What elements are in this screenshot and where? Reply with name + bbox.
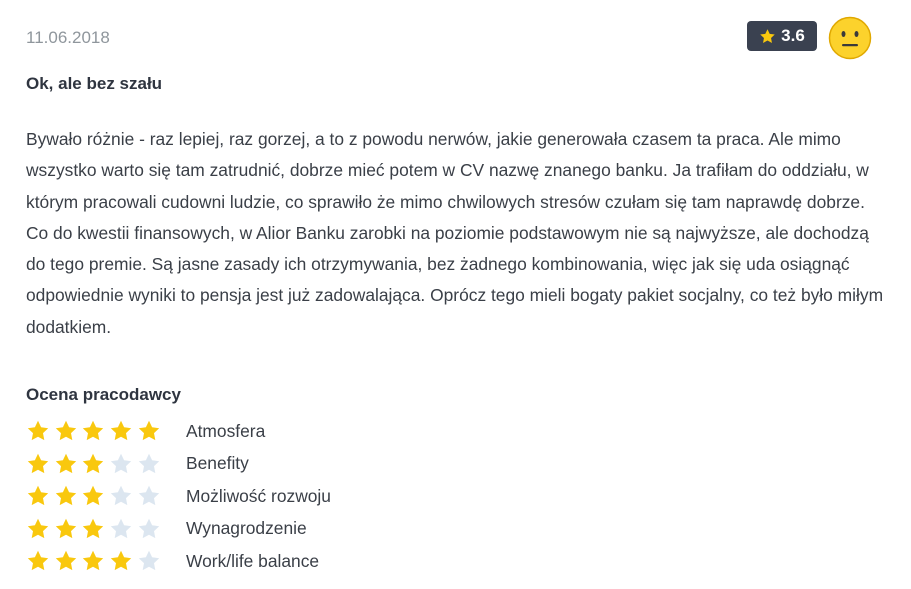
star-empty-icon — [109, 484, 133, 508]
star-empty-icon — [137, 549, 161, 573]
star-filled-icon — [81, 517, 105, 541]
star-rating — [26, 517, 186, 541]
star-filled-icon — [26, 452, 50, 476]
overall-rating-value: 3.6 — [781, 26, 805, 45]
star-filled-icon — [109, 419, 133, 443]
star-rating — [26, 419, 186, 443]
star-filled-icon — [81, 549, 105, 573]
rating-label: Wynagrodzenie — [186, 518, 307, 539]
star-filled-icon — [137, 419, 161, 443]
rating-label: Work/life balance — [186, 550, 320, 571]
star-rating — [26, 452, 186, 476]
star-filled-icon — [54, 452, 78, 476]
star-filled-icon — [26, 517, 50, 541]
star-empty-icon — [137, 484, 161, 508]
star-rating — [26, 549, 186, 573]
overall-rating-badge — [747, 21, 817, 51]
star-filled-icon — [81, 419, 105, 443]
star-empty-icon — [109, 517, 133, 541]
rating-row — [26, 480, 331, 513]
neutral-face-icon — [828, 16, 872, 60]
star-filled-icon — [26, 419, 50, 443]
star-rating — [26, 484, 186, 508]
ratings-list — [26, 415, 331, 578]
star-filled-icon — [54, 419, 78, 443]
star-icon — [759, 28, 776, 45]
rating-row — [26, 415, 331, 448]
star-filled-icon — [109, 549, 133, 573]
star-filled-icon — [54, 549, 78, 573]
rating-label: Atmosfera — [186, 420, 266, 441]
star-empty-icon — [109, 452, 133, 476]
review-title: Ok, ale bez szału — [26, 74, 163, 93]
star-filled-icon — [54, 517, 78, 541]
star-filled-icon — [26, 484, 50, 508]
star-filled-icon — [81, 484, 105, 508]
star-filled-icon — [54, 484, 78, 508]
rating-label: Możliwość rozwoju — [186, 485, 331, 506]
rating-row — [26, 448, 331, 481]
review-body: Bywało różnie - raz lepiej, raz gorzej, a to z powodu nerwów, jakie generowała czasem ta praca. Ale mimo wszystko warto się tam zatrudnić, dobrze mieć potem w CV nazwę znanego banku. Ja trafiłam do oddziału, w którym pracowali cudowni ludzie, co sprawiło że mimo chwilowych stresów czułam się tam naprawdę dobrze. Co do kwestii finansowych, w Alior Banku zarobki na poziomie podstawowym nie są najwyższe, ale dochodzą do tego premie. Są jasne zasady ich otrzymywania, bez żadnego kombinowania, więc jak się uda osiągnąć odpowiednie wyniki to pensja jest już zadowalająca. Oprócz tego mieli bogaty pakiet socjalny, co też było miłym dodatkiem. — [26, 129, 884, 337]
rating-row — [26, 545, 331, 578]
star-empty-icon — [137, 517, 161, 541]
star-filled-icon — [26, 549, 50, 573]
star-empty-icon — [137, 452, 161, 476]
star-filled-icon — [81, 452, 105, 476]
ratings-heading: Ocena pracodawcy — [26, 385, 181, 404]
rating-label: Benefity — [186, 453, 249, 474]
rating-row — [26, 513, 331, 546]
review-date: 11.06.2018 — [26, 28, 110, 47]
